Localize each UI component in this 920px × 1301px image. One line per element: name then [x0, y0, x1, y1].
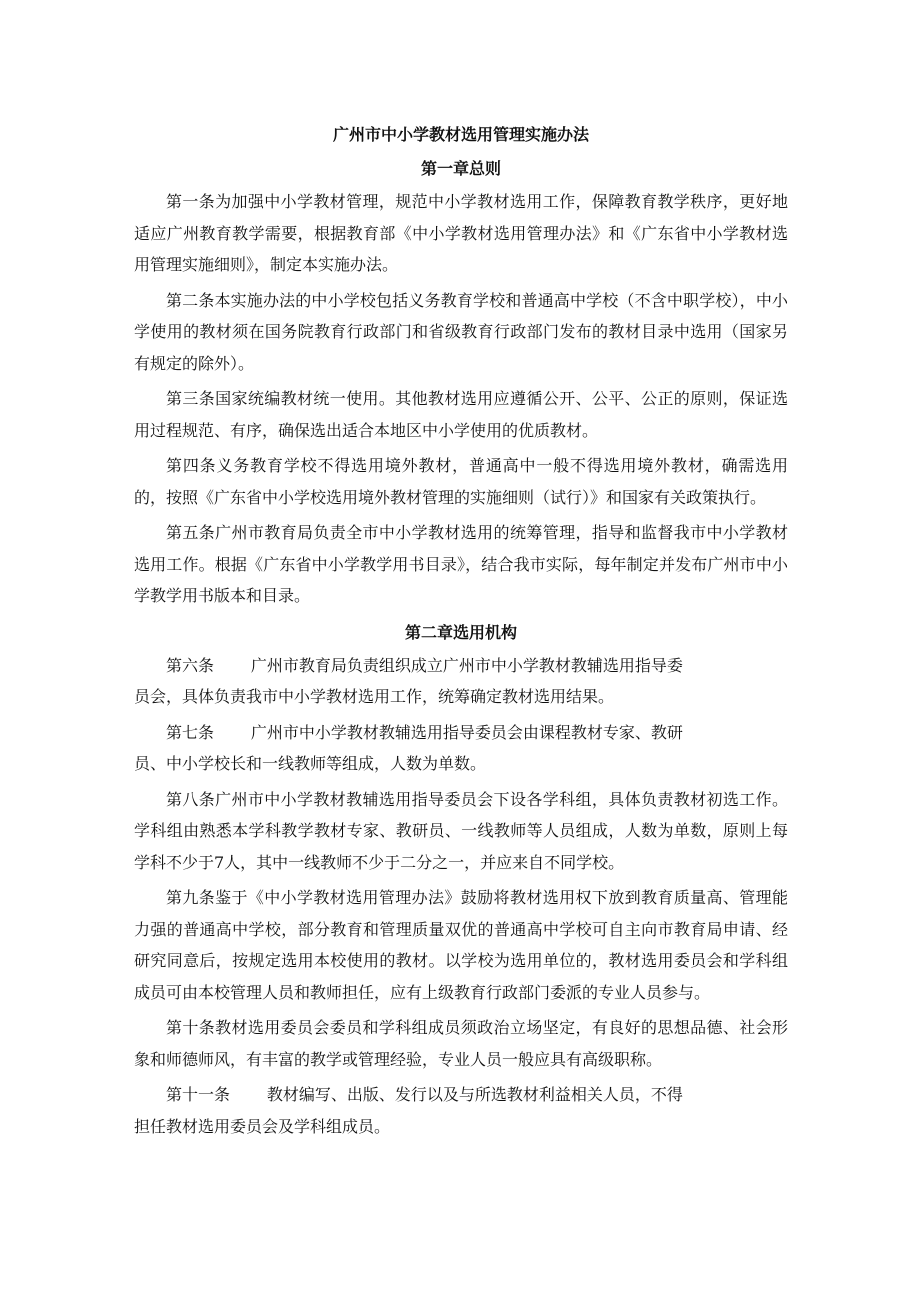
article-5: 第五条广州市教育局负责全市中小学教材选用的统筹管理，指导和监督我市中小学教材选用工作。根据《广东省中小学教学用书目录》，结合我市实际，每年制定并发布广州市中小学教学用书版本和目录。	[134, 523, 788, 605]
article-10: 第十条教材选用委员会委员和学科组成员须政治立场坚定，有良好的思想品德、社会形象和师德师风，有丰富的教学或管理经验，专业人员一般应具有高级职称。	[134, 1018, 788, 1069]
article-6-label: 第六条	[166, 655, 215, 675]
chapter-2-heading: 第二章选用机构	[404, 622, 517, 642]
article-2: 第二条本实施办法的中小学校包括义务教育学校和普通高中学校（不含中职学校），中小学使用的教材须在国务院教育行政部门和省级教育行政部门发布的教材目录中选用（国家另有规定的除外）。	[134, 290, 788, 373]
article-6-line-2: 员会，具体负责我市中小学教材选用工作，统筹确定教材选用结果。	[134, 687, 615, 706]
document-body	[134, 118, 788, 1146]
article-8: 第八条广州市中小学教材教辅选用指导委员会下设各学科组，具体负责教材初选工作。学科组由熟悉本学科教学教材专家、教研员、一线教师等人员组成，人数为单数，原则上每学科不少于7人，其中一线教师不少于二分之一，并应来自不同学校。	[134, 789, 788, 872]
article-1: 第一条为加强中小学教材管理，规范中小学教材选用工作，保障教育教学秩序，更好地适应广州教育教学需要，根据教育部《中小学教材选用管理办法》和《广东省中小学教材选用管理实施细则》，制定本实施办法。	[134, 192, 788, 274]
article-9: 第九条鉴于《中小学教材选用管理办法》鼓励将教材选用权下放到教育质量高、管理能力强的普通高中学校，部分教育和管理质量双优的普通高中学校可自主向市教育局申请、经研究同意后，按规定选用本校使用的教材。以学校为选用单位的，教材选用委员会和学科组成员可由本校管理人员和教师担任，应有上级教育行政部门委派的专业人员参与。	[134, 888, 788, 1002]
article-11	[134, 1079, 788, 1142]
chapter-1-heading: 第一章总则	[420, 159, 501, 178]
article-3: 第三条国家统编教材统一使用。其他教材选用应遵循公开、公平、公正的原则，保证选用过程规范、有序，确保选出适合本地区中小学使用的优质教材。	[134, 389, 788, 440]
article-4: 第四条义务教育学校不得选用境外教材，普通高中一般不得选用境外教材，确需选用的，按照《广东省中小学校选用境外教材管理的实施细则（试行）》和国家有关政策执行。	[134, 456, 788, 507]
article-6	[134, 650, 788, 713]
article-11-label: 第十一条	[166, 1085, 231, 1104]
article-7-label: 第七条	[166, 722, 215, 742]
document-title: 广州市中小学教材选用管理实施办法	[332, 125, 589, 144]
article-7	[134, 717, 788, 780]
article-11-line-1: 教材编写、出版、发行以及与所选教材利益相关人员，不得	[266, 1085, 683, 1104]
article-7-line-1: 广州市中小学教材教辅选用指导委员会由课程教材专家、教研	[250, 722, 683, 742]
article-7-line-2: 员、中小学校长和一线教师等组成，人数为单数。	[134, 754, 487, 773]
article-6-line-1: 广州市教育局负责组织成立广州市中小学教材教辅选用指导委	[250, 655, 683, 675]
article-11-line-2: 担任教材选用委员会及学科组成员。	[134, 1116, 391, 1136]
